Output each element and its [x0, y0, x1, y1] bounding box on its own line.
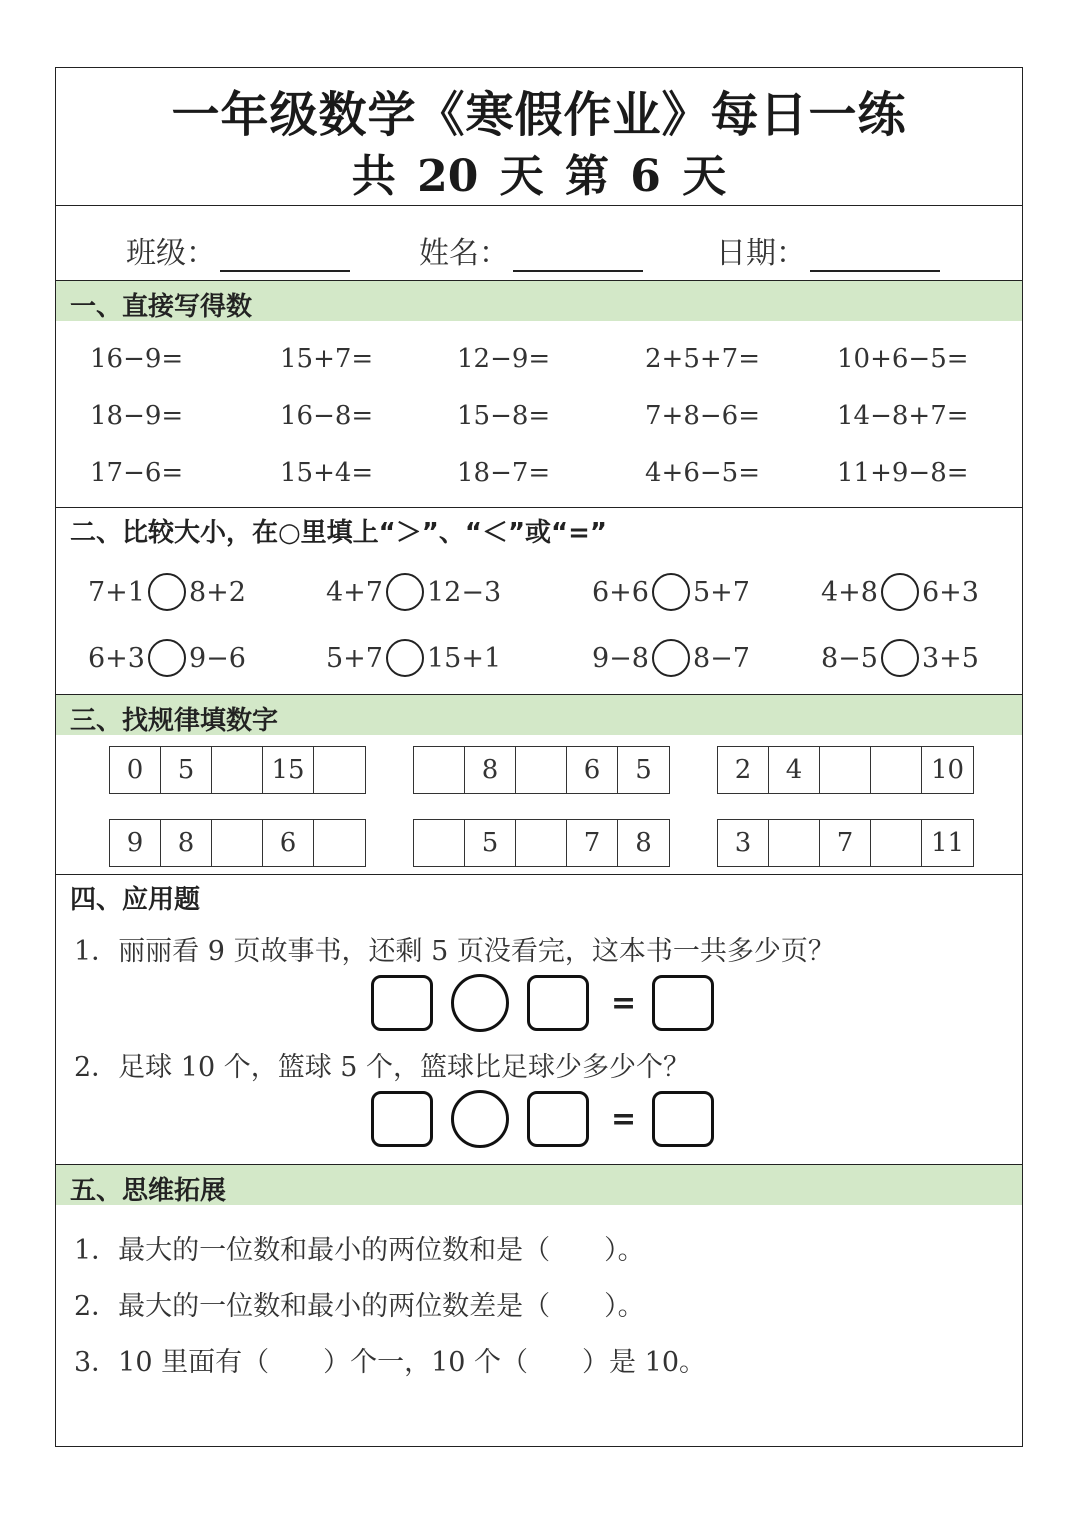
sequence-cell[interactable]	[314, 747, 365, 793]
worksheet-subtitle: 共 20 天 第 6 天	[351, 151, 727, 202]
sequence-cell[interactable]	[212, 747, 263, 793]
class-field[interactable]	[126, 228, 350, 272]
compare-circle[interactable]	[386, 639, 424, 677]
equation-template-1	[371, 974, 714, 1032]
compare-right: 8+2	[188, 576, 246, 608]
answer-square[interactable]	[652, 975, 714, 1031]
compare-item	[821, 573, 979, 611]
calc-item: 15+7=	[280, 344, 374, 374]
word-problem-1: 1．丽丽看 9 页故事书，还剩 5 页没看完，这本书一共多少页？	[74, 936, 835, 967]
sequence-box	[109, 819, 366, 867]
sequence-cell[interactable]: 8	[465, 747, 516, 793]
sequence-cell[interactable]	[769, 820, 820, 866]
compare-circle[interactable]	[386, 573, 424, 611]
divider	[56, 205, 1022, 206]
compare-item	[821, 639, 979, 677]
compare-left: 5+7	[326, 642, 383, 674]
answer-square[interactable]	[371, 1091, 433, 1147]
compare-circle[interactable]	[148, 639, 186, 677]
sequence-cell[interactable]: 4	[769, 747, 820, 793]
sequence-cell[interactable]: 3	[718, 820, 769, 866]
calc-item: 4+6−5=	[645, 458, 760, 488]
compare-left: 6+6	[592, 576, 649, 608]
compare-circle[interactable]	[148, 573, 186, 611]
sequence-cell[interactable]: 5	[465, 820, 516, 866]
compare-left: 4+8	[821, 576, 878, 608]
sequence-cell[interactable]	[414, 747, 465, 793]
compare-left: 4+7	[326, 576, 383, 608]
class-blank[interactable]	[220, 242, 350, 272]
compare-circle[interactable]	[881, 639, 919, 677]
compare-left: 8−5	[821, 642, 878, 674]
calc-item: 16−9=	[90, 344, 184, 374]
sequence-cell[interactable]	[871, 820, 922, 866]
sequence-cell[interactable]: 11	[930, 828, 965, 858]
thinking-question-1: 1．最大的一位数和最小的两位数和是（ ）。	[74, 1235, 645, 1266]
sequence-box	[717, 819, 974, 867]
sequence-cell[interactable]: 10	[930, 755, 965, 785]
sequence-cell[interactable]: 7	[820, 820, 871, 866]
compare-left: 7+1	[88, 576, 145, 608]
sequence-box	[413, 819, 670, 867]
sequence-cell[interactable]: 5	[161, 747, 212, 793]
sequence-cell[interactable]: 8	[635, 828, 652, 858]
equals-sign: =	[611, 985, 637, 1021]
compare-item	[592, 573, 750, 611]
divider	[56, 507, 1022, 508]
sequence-cell[interactable]	[820, 747, 871, 793]
divider	[56, 874, 1022, 875]
sequence-cell[interactable]: 8	[161, 820, 212, 866]
compare-item	[326, 639, 501, 677]
operator-circle[interactable]	[451, 1090, 509, 1148]
answer-square[interactable]	[371, 975, 433, 1031]
sequence-cell[interactable]	[414, 820, 465, 866]
thinking-question-3: 3．10 里面有（ ）个一，10 个（ ）是 10。	[74, 1347, 706, 1378]
section3-title: 三、找规律填数字	[70, 706, 279, 736]
thinking-question-2: 2．最大的一位数和最小的两位数差是（ ）。	[74, 1291, 645, 1322]
date-label: 日期：	[716, 236, 806, 271]
answer-square[interactable]	[527, 975, 589, 1031]
sequence-box	[717, 746, 974, 794]
worksheet	[55, 67, 1023, 1447]
compare-right: 8−7	[692, 642, 750, 674]
calc-item: 15−8=	[457, 401, 551, 431]
calc-item: 11+9−8=	[837, 458, 969, 488]
sequence-cell[interactable]: 6	[263, 820, 314, 866]
equals-sign: =	[611, 1101, 637, 1137]
sequence-cell[interactable]	[516, 747, 567, 793]
equation-template-2	[371, 1090, 714, 1148]
calc-item: 10+6−5=	[837, 344, 969, 374]
sequence-cell[interactable]: 2	[718, 747, 769, 793]
compare-circle[interactable]	[652, 573, 690, 611]
class-label: 班级：	[126, 236, 216, 271]
calc-item: 12−9=	[457, 344, 551, 374]
compare-left: 9−8	[592, 642, 649, 674]
sequence-cell[interactable]: 15	[263, 747, 314, 793]
sequence-cell[interactable]	[516, 820, 567, 866]
operator-circle[interactable]	[451, 974, 509, 1032]
section4-title: 四、应用题	[70, 885, 201, 915]
section5-title: 五、思维拓展	[70, 1176, 227, 1206]
calc-item: 18−7=	[457, 458, 551, 488]
date-field[interactable]	[716, 228, 940, 272]
compare-right: 6+3	[921, 576, 979, 608]
sequence-cell[interactable]: 5	[635, 755, 652, 785]
compare-right: 15+1	[426, 642, 502, 674]
compare-left: 6+3	[88, 642, 145, 674]
name-field[interactable]	[419, 228, 643, 272]
compare-right: 12−3	[426, 576, 502, 608]
sequence-cell[interactable]: 6	[567, 747, 618, 793]
date-blank[interactable]	[810, 242, 940, 272]
section1-title: 一、直接写得数	[70, 292, 253, 322]
calc-item: 2+5+7=	[645, 344, 760, 374]
name-label: 姓名：	[419, 236, 509, 271]
sequence-cell[interactable]	[212, 820, 263, 866]
compare-item	[326, 573, 501, 611]
answer-square[interactable]	[527, 1091, 589, 1147]
compare-right: 9−6	[188, 642, 246, 674]
sequence-box	[413, 746, 670, 794]
sequence-cell[interactable]	[314, 820, 365, 866]
sequence-cell[interactable]	[871, 747, 922, 793]
answer-square[interactable]	[652, 1091, 714, 1147]
name-blank[interactable]	[513, 242, 643, 272]
compare-right: 3+5	[921, 642, 979, 674]
worksheet-title: 一年级数学《寒假作业》每日一练	[171, 87, 907, 143]
section2-title: 二、比较大小，在○里填上“＞”、“＜”或“=”	[70, 518, 607, 548]
calc-item: 7+8−6=	[645, 401, 760, 431]
compare-right: 5+7	[692, 576, 750, 608]
sequence-cell[interactable]: 0	[110, 747, 161, 793]
compare-item	[88, 573, 246, 611]
sequence-cell[interactable]: 7	[567, 820, 618, 866]
compare-item	[592, 639, 750, 677]
calc-item: 18−9=	[90, 401, 184, 431]
compare-item	[88, 639, 246, 677]
calc-item: 15+4=	[280, 458, 374, 488]
sequence-box	[109, 746, 366, 794]
compare-circle[interactable]	[652, 639, 690, 677]
calc-item: 16−8=	[280, 401, 374, 431]
compare-circle[interactable]	[881, 573, 919, 611]
sequence-cell[interactable]: 9	[110, 820, 161, 866]
calc-item: 14−8+7=	[837, 401, 969, 431]
word-problem-2: 2．足球 10 个，篮球 5 个，篮球比足球少多少个？	[74, 1052, 691, 1083]
calc-item: 17−6=	[90, 458, 184, 488]
